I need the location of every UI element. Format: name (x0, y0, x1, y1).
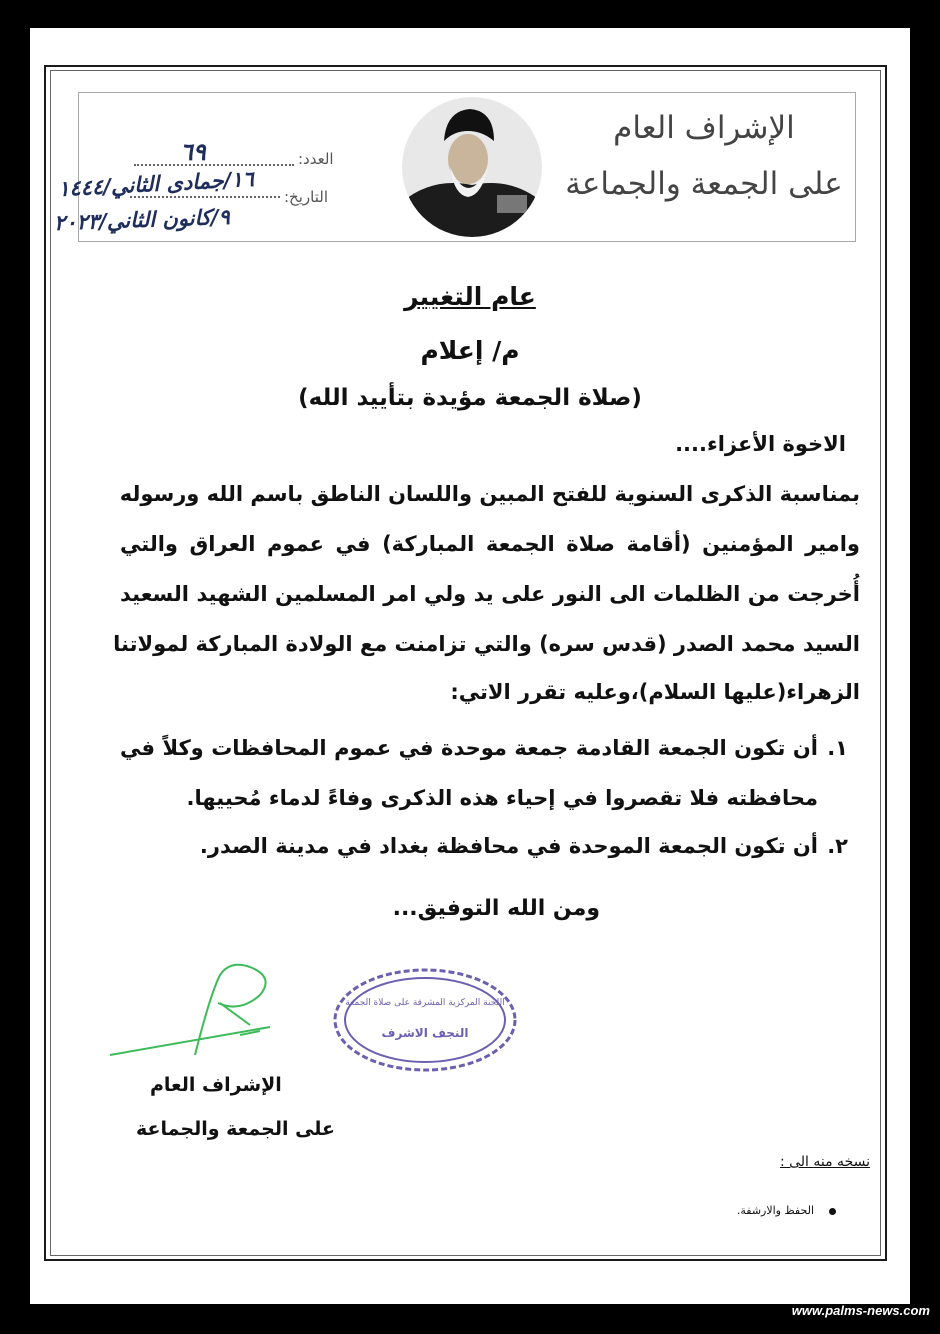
item-1-line-1: أن تكون الجمعة القادمة جمعة موحدة في عموم المحافظات وكلاً في (120, 736, 818, 760)
body-line-2: وامير المؤمنين (أقامة صلاة الجمعة المباركة) في عموم العراق والتي (120, 532, 860, 556)
copies-item-1: الحفظ والارشفة. (736, 1204, 814, 1217)
body-line-3: أُخرجت من الظلمات الى النور على يد ولي امر المسلمين الشهيد السعيد (120, 582, 860, 606)
heading-subject: م/ إعلام (420, 336, 520, 365)
number-dots (134, 164, 294, 166)
signature-title-1: الإشراف العام (150, 1074, 282, 1096)
seal-inner-text: النجف الاشرف (381, 1026, 469, 1040)
body-line-4: السيد محمد الصدر (قدس سره) والتي تزامنت مع الولادة المباركة لمولاتنا (113, 632, 860, 656)
bullet-icon (829, 1208, 836, 1215)
body-line-5: الزهراء(عليها السلام)،وعليه تقرر الاتي: (450, 680, 860, 704)
signature-title-2: على الجمعة والجماعة (136, 1118, 336, 1140)
date-hijri: ١٦/جمادى الثاني/١٤٤٤ (57, 166, 255, 202)
heading-caption: (صلاة الجمعة مؤيدة بتأييد الله) (298, 385, 642, 411)
portrait-image (402, 97, 542, 237)
letterhead-line-2: على الجمعة والجماعة (565, 166, 843, 202)
seal-outer-text: اللجنة المركزية المشرفة على صلاة الجمعة (345, 998, 505, 1008)
item-2-line-1: أن تكون الجمعة الموحدة في محافظة بغداد في مدينة الصدر. (199, 834, 818, 858)
official-seal (330, 965, 520, 1079)
seal-stamp (330, 965, 520, 1075)
greeting: الاخوة الأعزاء.... (675, 432, 846, 456)
item-1-number: ١. (827, 736, 848, 760)
date-gregorian: ٩/كانون الثاني/٢٠٢٣ (53, 204, 231, 236)
letterhead-line-1: الإشراف العام (613, 110, 795, 146)
site-watermark: www.palms-news.com (791, 1303, 930, 1318)
date-label: التاريخ: (284, 188, 328, 206)
item-1-line-2: محافظته فلا تقصروا في إحياء هذه الذكرى وفاءً لدماء مُحييها. (186, 786, 818, 810)
heading-year: عام التغيير (404, 282, 536, 311)
date-dots (130, 196, 280, 198)
closing-line: ومن الله التوفيق... (392, 896, 600, 921)
body-line-1: بمناسبة الذكرى السنوية للفتح المبين واللسان الناطق باسم الله ورسوله (119, 482, 860, 506)
copies-label: نسخه منه الى : (779, 1154, 870, 1170)
number-value: ٦٩ (180, 138, 206, 166)
number-label: العدد: (298, 150, 334, 168)
portrait-photo (402, 97, 542, 237)
item-2-number: ٢. (827, 834, 848, 858)
letterhead-title (564, 100, 844, 212)
handwritten-signature (100, 955, 300, 1065)
